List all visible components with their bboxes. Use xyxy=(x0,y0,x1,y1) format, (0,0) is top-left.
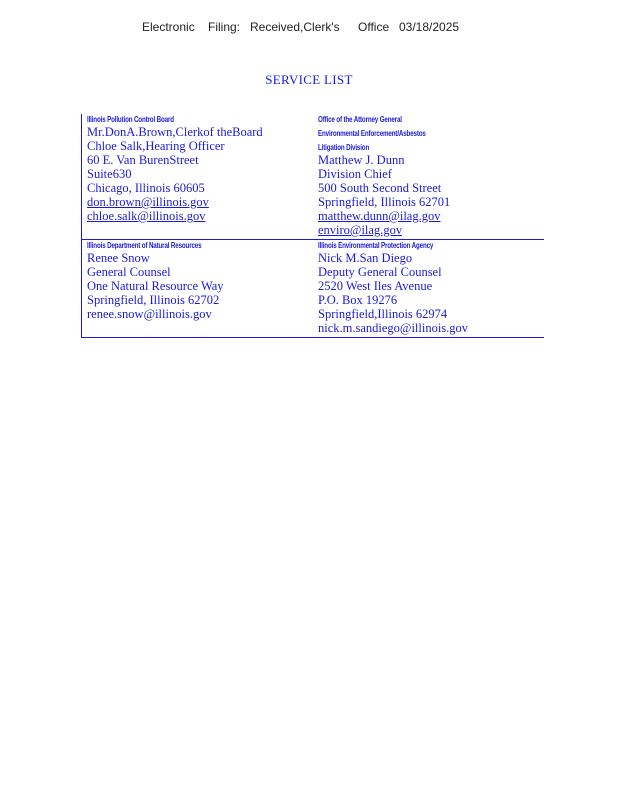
service-entry-epa xyxy=(318,240,543,335)
agency-division: Environmental Enforcement/Asbestos xyxy=(318,129,426,138)
entry-line: 500 South Second Street xyxy=(318,181,442,195)
entry-line: Mr.DonA.Brown,Clerkof theBoard xyxy=(87,125,263,139)
entry-line: General Counsel xyxy=(87,265,171,279)
stamp-filing: Filing: xyxy=(208,20,241,34)
entry-line: One Natural Resource Way xyxy=(87,279,224,293)
email-text: renee.snow@illinois.gov xyxy=(87,307,212,321)
email-link[interactable]: matthew.dunn@ilag.gov xyxy=(318,209,441,223)
email-link[interactable]: chloe.salk@illinois.gov xyxy=(87,209,206,223)
service-list-table xyxy=(81,114,544,338)
stamp-received: Received,Clerk's xyxy=(250,20,340,34)
service-entry-natural-resources xyxy=(87,240,307,321)
stamp-office: Office xyxy=(358,20,390,34)
email-link[interactable]: don.brown@illinois.gov xyxy=(87,195,209,209)
entry-line: Springfield, Illinois 62701 xyxy=(318,195,451,209)
entry-line: Springfield, Illinois 62702 xyxy=(87,293,220,307)
entry-line: Springfield,Illinois 62974 xyxy=(318,307,448,321)
entry-line: Renee Snow xyxy=(87,251,150,265)
service-entry-pollution-control-board xyxy=(87,114,307,223)
entry-line: Nick M.San Diego xyxy=(318,251,413,265)
filing-stamp-header xyxy=(0,20,618,36)
agency-name: Illinois Environmental Protection Agency xyxy=(318,241,434,250)
agency-name: Illinois Pollution Control Board xyxy=(87,115,174,124)
entry-line: Chloe Salk,Hearing Officer xyxy=(87,139,225,153)
entry-line: Division Chief xyxy=(318,167,392,181)
entry-line: Deputy General Counsel xyxy=(318,265,442,279)
agency-name: Illinois Department of Natural Resources xyxy=(87,241,202,250)
agency-name: Office of the Attorney General xyxy=(318,115,402,124)
stamp-date: 03/18/2025 xyxy=(399,20,460,34)
email-text: nick.m.sandiego@illinois.gov xyxy=(318,321,469,335)
service-entry-attorney-general xyxy=(318,114,543,237)
agency-division: Litigation Division xyxy=(318,143,370,152)
entry-line: Matthew J. Dunn xyxy=(318,153,405,167)
table-row xyxy=(82,114,544,240)
page-title: SERVICE LIST xyxy=(265,72,353,87)
entry-line: Suite630 xyxy=(87,167,132,181)
stamp-electronic: Electronic xyxy=(142,20,195,34)
entry-line: 60 E. Van BurenStreet xyxy=(87,153,199,167)
entry-line: P.O. Box 19276 xyxy=(318,293,398,307)
entry-line: Chicago, Illinois 60605 xyxy=(87,181,205,195)
table-row xyxy=(82,240,544,338)
email-link[interactable]: enviro@ilag.gov xyxy=(318,223,403,237)
entry-line: 2520 West Iles Avenue xyxy=(318,279,433,293)
